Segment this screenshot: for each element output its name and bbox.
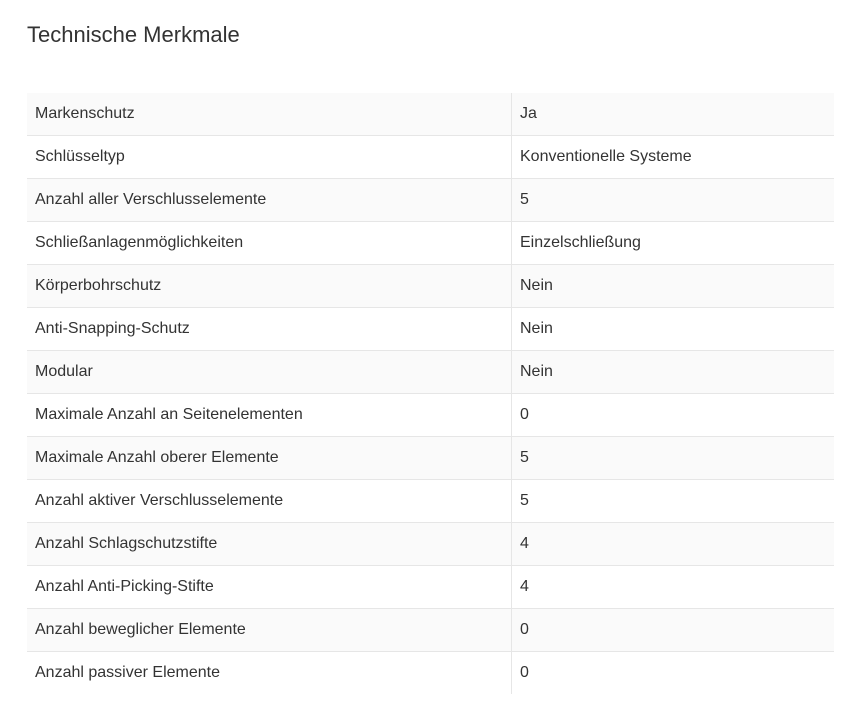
spec-label: Schlüsseltyp bbox=[27, 136, 512, 179]
table-row bbox=[27, 609, 834, 652]
spec-label: Markenschutz bbox=[27, 93, 512, 136]
spec-value: 0 bbox=[512, 609, 835, 652]
spec-value: Einzelschließung bbox=[512, 222, 835, 265]
spec-label: Anzahl aller Verschlusselemente bbox=[27, 179, 512, 222]
spec-value: Nein bbox=[512, 265, 835, 308]
spec-value: 0 bbox=[512, 394, 835, 437]
spec-value: 5 bbox=[512, 437, 835, 480]
table-row bbox=[27, 179, 834, 222]
spec-label: Modular bbox=[27, 351, 512, 394]
spec-label: Anti-Snapping-Schutz bbox=[27, 308, 512, 351]
spec-value: 4 bbox=[512, 566, 835, 609]
spec-label: Anzahl Schlagschutzstifte bbox=[27, 523, 512, 566]
table-row bbox=[27, 351, 834, 394]
spec-value: 4 bbox=[512, 523, 835, 566]
spec-label: Anzahl passiver Elemente bbox=[27, 652, 512, 695]
spec-label: Körperbohrschutz bbox=[27, 265, 512, 308]
spec-label: Maximale Anzahl an Seitenelementen bbox=[27, 394, 512, 437]
table-row bbox=[27, 136, 834, 179]
section-heading: Technische Merkmale bbox=[27, 22, 240, 47]
spec-label: Anzahl aktiver Verschlusselemente bbox=[27, 480, 512, 523]
table-row bbox=[27, 437, 834, 480]
spec-value: Nein bbox=[512, 351, 835, 394]
table-row bbox=[27, 308, 834, 351]
spec-value: Konventionelle Systeme bbox=[512, 136, 835, 179]
table-row bbox=[27, 480, 834, 523]
spec-value: 5 bbox=[512, 179, 835, 222]
spec-label: Anzahl Anti-Picking-Stifte bbox=[27, 566, 512, 609]
spec-label: Schließanlagenmöglichkeiten bbox=[27, 222, 512, 265]
table-row bbox=[27, 394, 834, 437]
table-row bbox=[27, 566, 834, 609]
table-row bbox=[27, 93, 834, 136]
specifications-table bbox=[27, 93, 834, 694]
spec-value: 0 bbox=[512, 652, 835, 695]
table-row bbox=[27, 523, 834, 566]
spec-value: 5 bbox=[512, 480, 835, 523]
table-row bbox=[27, 265, 834, 308]
spec-label: Anzahl beweglicher Elemente bbox=[27, 609, 512, 652]
table-row bbox=[27, 652, 834, 695]
table-row bbox=[27, 222, 834, 265]
spec-label: Maximale Anzahl oberer Elemente bbox=[27, 437, 512, 480]
spec-value: Ja bbox=[512, 93, 835, 136]
spec-value: Nein bbox=[512, 308, 835, 351]
